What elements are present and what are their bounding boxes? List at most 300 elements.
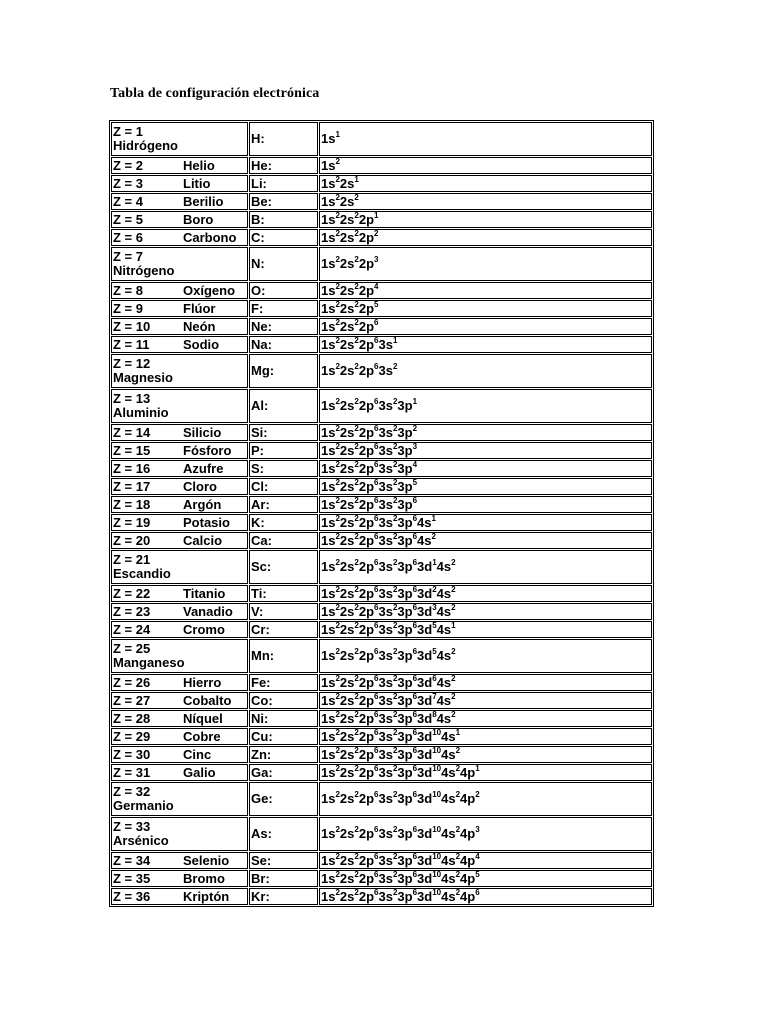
orbital: 1s bbox=[321, 603, 336, 619]
electron-count: 6 bbox=[374, 397, 379, 406]
orbital: 3p bbox=[397, 826, 413, 841]
electron-count: 2 bbox=[335, 175, 340, 184]
symbol-config-cell bbox=[249, 514, 318, 531]
electron-configuration bbox=[321, 398, 417, 413]
symbol-config-cell bbox=[249, 478, 318, 495]
element-symbol: Al: bbox=[251, 398, 269, 413]
electron-count: 6 bbox=[374, 362, 379, 371]
electron-count: 2 bbox=[455, 870, 461, 879]
electron-count: 2 bbox=[335, 397, 340, 406]
element-symbol: Ti: bbox=[251, 585, 267, 601]
orbital: 1s bbox=[321, 424, 336, 440]
atomic-number: Z = 24 bbox=[113, 621, 151, 637]
orbital: 3s bbox=[378, 585, 393, 601]
orbital: 1s bbox=[321, 157, 336, 173]
element-name: Bromo bbox=[183, 870, 225, 886]
symbol-config-cell bbox=[249, 442, 318, 459]
electron-count: 2 bbox=[392, 397, 398, 406]
element-name: Fósforo bbox=[183, 442, 232, 458]
electron-count: 2 bbox=[392, 710, 398, 719]
orbital: 4p bbox=[460, 764, 476, 780]
electron-configuration bbox=[321, 604, 456, 619]
electron-count: 2 bbox=[335, 790, 340, 799]
configuration-cell bbox=[319, 157, 652, 174]
symbol-config-cell bbox=[249, 621, 318, 638]
table-row bbox=[111, 336, 652, 353]
table-row bbox=[111, 211, 652, 228]
electron-count: 1 bbox=[475, 764, 480, 773]
symbol-config-cell bbox=[249, 532, 318, 549]
atomic-number: Z = 4 bbox=[113, 193, 143, 209]
electron-count: 6 bbox=[412, 764, 418, 773]
element-name: Titanio bbox=[183, 585, 226, 601]
configuration-cell bbox=[319, 229, 652, 246]
orbital: 2s bbox=[339, 888, 355, 904]
element-symbol: Se: bbox=[251, 852, 272, 868]
orbital: 3s bbox=[378, 363, 393, 378]
atomic-number: Z = 29 bbox=[113, 728, 151, 744]
electron-count: 2 bbox=[354, 229, 359, 238]
electron-count: 2 bbox=[335, 764, 340, 773]
table-body bbox=[111, 122, 652, 905]
orbital: 2p bbox=[358, 363, 375, 378]
electron-count: 3 bbox=[374, 255, 379, 264]
configuration-cell bbox=[319, 852, 652, 869]
symbol-config-cell bbox=[249, 318, 318, 335]
configuration-cell bbox=[319, 389, 652, 423]
orbital: 1s bbox=[321, 256, 336, 271]
symbol-config-cell bbox=[249, 389, 318, 423]
table-row bbox=[111, 870, 652, 887]
electron-count: 2 bbox=[392, 746, 398, 755]
atomic-number: Z = 22 bbox=[113, 585, 151, 601]
configuration-cell bbox=[319, 175, 652, 192]
atomic-number: Z = 11 bbox=[113, 336, 150, 352]
electron-configuration bbox=[321, 363, 397, 378]
element-symbol: C: bbox=[251, 229, 265, 245]
symbol-config-cell bbox=[249, 496, 318, 513]
electron-configuration bbox=[321, 515, 436, 530]
electron-count: 2 bbox=[354, 603, 359, 612]
element-cell bbox=[111, 746, 248, 763]
orbital: 3s bbox=[378, 764, 393, 780]
electron-configuration bbox=[321, 337, 397, 352]
table-row bbox=[111, 354, 652, 388]
table-row bbox=[111, 318, 652, 335]
configuration-cell bbox=[319, 247, 652, 281]
atomic-number: Z = 5 bbox=[113, 211, 143, 227]
element-name: Galio bbox=[183, 764, 216, 780]
table-row bbox=[111, 442, 652, 459]
electron-count: 1 bbox=[455, 728, 461, 737]
electron-count: 1 bbox=[412, 397, 418, 406]
symbol-config-cell bbox=[249, 354, 318, 388]
electron-count: 2 bbox=[354, 255, 359, 264]
configuration-cell bbox=[319, 442, 652, 459]
orbital: 3s bbox=[378, 336, 393, 352]
electron-configuration-table bbox=[109, 120, 654, 907]
electron-configuration bbox=[321, 711, 456, 726]
electron-count: 6 bbox=[374, 647, 379, 656]
electron-count: 4 bbox=[374, 282, 379, 291]
electron-count: 2 bbox=[392, 362, 398, 371]
orbital: 2s bbox=[339, 514, 355, 530]
orbital: 3p bbox=[397, 870, 413, 886]
orbital: 1s bbox=[321, 282, 336, 298]
electron-count: 8 bbox=[432, 710, 437, 719]
element-symbol: Ar: bbox=[251, 496, 270, 512]
electron-count: 6 bbox=[374, 442, 379, 451]
orbital: 3d bbox=[417, 728, 433, 744]
electron-count: 2 bbox=[335, 746, 340, 755]
configuration-cell bbox=[319, 424, 652, 441]
element-symbol: Mn: bbox=[251, 648, 275, 663]
electron-count: 6 bbox=[412, 585, 418, 594]
symbol-config-cell bbox=[249, 122, 318, 156]
electron-count: 6 bbox=[412, 496, 418, 505]
electron-count: 2 bbox=[392, 888, 398, 897]
electron-count: 6 bbox=[374, 558, 379, 567]
electron-count: 2 bbox=[335, 621, 340, 630]
electron-count: 6 bbox=[412, 603, 418, 612]
atomic-number: Z = 12 bbox=[113, 356, 151, 371]
electron-count: 2 bbox=[335, 229, 340, 238]
element-symbol: N: bbox=[251, 256, 265, 271]
electron-count: 1 bbox=[392, 336, 398, 345]
element-name: Nitrógeno bbox=[113, 263, 175, 278]
atomic-number: Z = 19 bbox=[113, 514, 151, 530]
electron-count: 6 bbox=[374, 710, 379, 719]
configuration-cell bbox=[319, 585, 652, 602]
orbital: 3p bbox=[397, 478, 413, 494]
orbital: 2s bbox=[339, 603, 355, 619]
configuration-cell bbox=[319, 211, 652, 228]
element-cell bbox=[111, 122, 248, 156]
orbital: 1s bbox=[321, 175, 336, 191]
atomic-number: Z = 30 bbox=[113, 746, 151, 762]
electron-count: 6 bbox=[374, 336, 379, 345]
electron-configuration bbox=[321, 826, 480, 841]
electron-count: 5 bbox=[475, 870, 480, 879]
electron-count: 2 bbox=[455, 825, 461, 834]
element-symbol: Sc: bbox=[251, 559, 272, 574]
orbital: 3s bbox=[378, 514, 393, 530]
electron-configuration bbox=[321, 559, 456, 574]
table-row bbox=[111, 674, 652, 691]
orbital: 3d bbox=[417, 888, 433, 904]
symbol-config-cell bbox=[249, 211, 318, 228]
electron-configuration bbox=[321, 853, 480, 868]
element-cell bbox=[111, 585, 248, 602]
orbital: 3d bbox=[417, 621, 433, 637]
electron-count: 6 bbox=[412, 514, 418, 523]
electron-count: 2 bbox=[335, 496, 340, 505]
electron-count: 2 bbox=[451, 558, 456, 567]
element-cell bbox=[111, 764, 248, 781]
electron-count: 6 bbox=[374, 424, 379, 433]
orbital: 1s bbox=[321, 336, 336, 352]
electron-configuration bbox=[321, 622, 456, 637]
orbital: 4s bbox=[441, 728, 456, 744]
electron-count: 2 bbox=[392, 603, 398, 612]
electron-count: 4 bbox=[412, 460, 418, 469]
orbital: 3s bbox=[378, 852, 393, 868]
orbital: 2p bbox=[358, 336, 375, 352]
orbital: 4p bbox=[460, 870, 476, 886]
electron-count: 2 bbox=[392, 728, 398, 737]
atomic-number: Z = 20 bbox=[113, 532, 151, 548]
electron-count: 6 bbox=[374, 514, 379, 523]
table-row bbox=[111, 389, 652, 423]
electron-count: 1 bbox=[431, 514, 436, 523]
atomic-number: Z = 34 bbox=[113, 852, 151, 868]
electron-count: 2 bbox=[354, 870, 359, 879]
element-symbol: He: bbox=[251, 157, 272, 173]
orbital: 3d bbox=[417, 559, 433, 574]
electron-count: 2 bbox=[354, 211, 359, 220]
electron-count: 1 bbox=[354, 175, 359, 184]
symbol-config-cell bbox=[249, 193, 318, 210]
orbital: 1s bbox=[321, 621, 336, 637]
configuration-cell bbox=[319, 550, 652, 584]
electron-count: 2 bbox=[335, 460, 340, 469]
electron-count: 2 bbox=[354, 585, 359, 594]
electron-configuration bbox=[321, 765, 480, 780]
configuration-cell bbox=[319, 122, 652, 156]
electron-configuration bbox=[321, 230, 378, 245]
atomic-number: Z = 27 bbox=[113, 692, 151, 708]
electron-count: 2 bbox=[392, 532, 398, 541]
element-name: Neón bbox=[183, 318, 216, 334]
orbital: 1s bbox=[321, 532, 336, 548]
orbital: 3s bbox=[378, 559, 393, 574]
orbital: 3p bbox=[397, 728, 413, 744]
electron-count: 6 bbox=[412, 852, 418, 861]
orbital: 2s bbox=[339, 764, 355, 780]
electron-configuration bbox=[321, 301, 378, 316]
table-row bbox=[111, 817, 652, 851]
electron-count: 2 bbox=[335, 888, 340, 897]
orbital: 3s bbox=[378, 424, 393, 440]
element-cell bbox=[111, 692, 248, 709]
table-row bbox=[111, 728, 652, 745]
orbital: 3s bbox=[378, 710, 393, 726]
electron-count: 2 bbox=[354, 852, 359, 861]
electron-count: 3 bbox=[432, 603, 437, 612]
orbital: 4s bbox=[436, 603, 452, 619]
orbital: 4s bbox=[436, 585, 452, 601]
electron-count: 6 bbox=[374, 764, 379, 773]
configuration-cell bbox=[319, 336, 652, 353]
electron-count: 2 bbox=[451, 710, 456, 719]
symbol-config-cell bbox=[249, 282, 318, 299]
electron-count: 2 bbox=[354, 424, 359, 433]
element-name: Flúor bbox=[183, 300, 216, 316]
orbital: 4s bbox=[417, 532, 432, 548]
element-name: Azufre bbox=[183, 460, 224, 476]
electron-count: 2 bbox=[335, 585, 340, 594]
orbital: 2p bbox=[358, 692, 375, 708]
electron-configuration bbox=[321, 533, 436, 548]
electron-count: 6 bbox=[374, 692, 379, 701]
electron-count: 6 bbox=[374, 728, 379, 737]
electron-count: 10 bbox=[432, 870, 442, 879]
orbital: 1s bbox=[321, 300, 336, 316]
element-symbol: Ni: bbox=[251, 710, 269, 726]
element-cell bbox=[111, 550, 248, 584]
electron-count: 2 bbox=[392, 825, 398, 834]
electron-count: 10 bbox=[432, 746, 442, 755]
electron-count: 2 bbox=[354, 728, 359, 737]
symbol-config-cell bbox=[249, 175, 318, 192]
configuration-cell bbox=[319, 532, 652, 549]
orbital: 2s bbox=[339, 532, 355, 548]
atomic-number: Z = 9 bbox=[113, 300, 143, 316]
electron-count: 6 bbox=[374, 496, 379, 505]
orbital: 2p bbox=[358, 256, 375, 271]
orbital: 3s bbox=[378, 478, 393, 494]
table-row bbox=[111, 585, 652, 602]
orbital: 3p bbox=[397, 424, 413, 440]
orbital: 3p bbox=[397, 514, 413, 530]
element-name: Germanio bbox=[113, 798, 174, 813]
electron-count: 6 bbox=[412, 532, 418, 541]
orbital: 2p bbox=[358, 764, 375, 780]
symbol-config-cell bbox=[249, 550, 318, 584]
table-row bbox=[111, 764, 652, 781]
electron-count: 5 bbox=[432, 621, 437, 630]
orbital: 4s bbox=[436, 710, 452, 726]
orbital: 3p bbox=[397, 621, 413, 637]
atomic-number: Z = 21 bbox=[113, 552, 151, 567]
orbital: 3p bbox=[397, 764, 413, 780]
orbital: 1s bbox=[321, 460, 336, 476]
orbital: 1s bbox=[321, 648, 336, 663]
electron-count: 6 bbox=[374, 790, 379, 799]
orbital: 2s bbox=[339, 193, 355, 209]
orbital: 3d bbox=[417, 826, 433, 841]
electron-count: 2 bbox=[455, 764, 461, 773]
orbital: 1s bbox=[321, 852, 336, 868]
element-symbol: K: bbox=[251, 514, 265, 530]
element-name: Argón bbox=[183, 496, 222, 512]
electron-count: 6 bbox=[432, 674, 437, 683]
table-row bbox=[111, 710, 652, 727]
orbital: 3s bbox=[378, 888, 393, 904]
configuration-cell bbox=[319, 782, 652, 816]
element-cell bbox=[111, 460, 248, 477]
orbital: 4s bbox=[436, 674, 452, 690]
orbital: 3p bbox=[397, 852, 413, 868]
configuration-cell bbox=[319, 478, 652, 495]
electron-count: 2 bbox=[354, 496, 359, 505]
element-cell bbox=[111, 247, 248, 281]
orbital: 2p bbox=[358, 229, 375, 245]
symbol-config-cell bbox=[249, 710, 318, 727]
orbital: 2p bbox=[358, 603, 375, 619]
orbital: 3d bbox=[417, 692, 433, 708]
configuration-cell bbox=[319, 300, 652, 317]
orbital: 1s bbox=[321, 746, 336, 762]
electron-count: 2 bbox=[335, 282, 340, 291]
electron-count: 2 bbox=[354, 397, 359, 406]
table-row bbox=[111, 746, 652, 763]
orbital: 1s bbox=[321, 211, 336, 227]
electron-count: 2 bbox=[354, 442, 359, 451]
electron-count: 2 bbox=[354, 647, 359, 656]
electron-count: 6 bbox=[374, 870, 379, 879]
electron-count: 2 bbox=[455, 852, 461, 861]
orbital: 2p bbox=[358, 710, 375, 726]
electron-count: 2 bbox=[392, 442, 398, 451]
orbital: 2p bbox=[358, 478, 375, 494]
electron-count: 6 bbox=[412, 692, 418, 701]
orbital: 2s bbox=[339, 229, 355, 245]
element-cell bbox=[111, 336, 248, 353]
electron-count: 2 bbox=[354, 710, 359, 719]
electron-configuration bbox=[321, 256, 378, 271]
table-row bbox=[111, 175, 652, 192]
orbital: 3s bbox=[378, 692, 393, 708]
element-name: Calcio bbox=[183, 532, 223, 548]
electron-count: 6 bbox=[412, 710, 418, 719]
table-row bbox=[111, 496, 652, 513]
orbital: 3p bbox=[397, 648, 413, 663]
electron-count: 2 bbox=[335, 728, 340, 737]
orbital: 3d bbox=[417, 852, 433, 868]
orbital: 3s bbox=[378, 674, 393, 690]
element-cell bbox=[111, 318, 248, 335]
element-symbol: Cr: bbox=[251, 621, 270, 637]
electron-count: 2 bbox=[335, 300, 340, 309]
orbital: 3p bbox=[397, 603, 413, 619]
page-title: Tabla de configuración electrónica bbox=[110, 86, 320, 101]
electron-count: 6 bbox=[374, 621, 379, 630]
electron-count: 6 bbox=[374, 460, 379, 469]
orbital: 2p bbox=[358, 791, 375, 806]
element-symbol: S: bbox=[251, 460, 264, 476]
table-row bbox=[111, 852, 652, 869]
electron-configuration bbox=[321, 497, 417, 512]
electron-count: 2 bbox=[392, 870, 398, 879]
electron-count: 2 bbox=[354, 300, 359, 309]
electron-count: 2 bbox=[392, 478, 398, 487]
electron-configuration bbox=[321, 675, 456, 690]
orbital: 4s bbox=[436, 648, 452, 663]
electron-count: 7 bbox=[432, 692, 437, 701]
element-cell bbox=[111, 354, 248, 388]
orbital: 4s bbox=[436, 692, 452, 708]
atomic-number: Z = 36 bbox=[113, 888, 151, 904]
orbital: 2s bbox=[339, 710, 355, 726]
table-row bbox=[111, 550, 652, 584]
electron-count: 2 bbox=[475, 790, 480, 799]
orbital: 1s bbox=[321, 131, 336, 146]
element-symbol: Li: bbox=[251, 175, 267, 191]
orbital: 2p bbox=[358, 852, 375, 868]
orbital: 2s bbox=[339, 870, 355, 886]
orbital: 2p bbox=[358, 300, 375, 316]
electron-count: 6 bbox=[412, 746, 418, 755]
electron-count: 2 bbox=[431, 532, 436, 541]
electron-count: 6 bbox=[412, 647, 418, 656]
element-symbol: As: bbox=[251, 826, 272, 841]
element-cell bbox=[111, 300, 248, 317]
atomic-number: Z = 10 bbox=[113, 318, 151, 334]
atomic-number: Z = 1 bbox=[113, 124, 143, 139]
electron-count: 2 bbox=[335, 362, 340, 371]
table-row bbox=[111, 782, 652, 816]
